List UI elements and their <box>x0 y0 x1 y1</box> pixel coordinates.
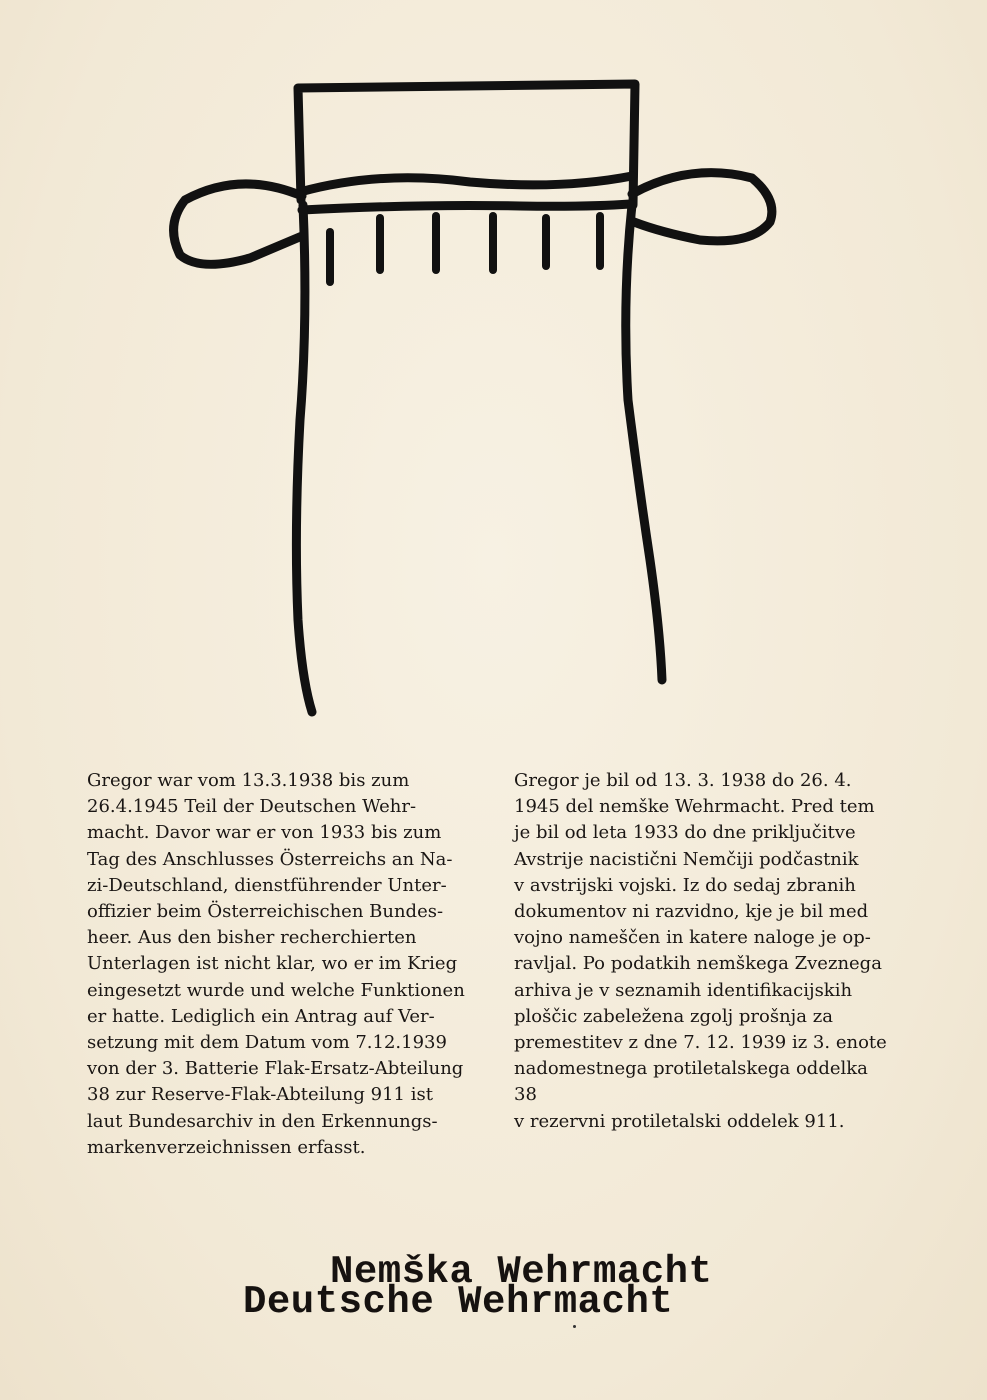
sketch-left-handle <box>174 184 302 264</box>
text-german: Gregor war vom 13.3.1938 bis zum 26.4.1945 Teil der Deutschen Wehr- macht. Davor war er von 1933 bis zum Tag des Anschlusses Österreichs an Na- zi-Deutschland, dienstführender Unter- offizier beim Österreichischen Bundes- heer. Aus den bisher recherchierten Unterlagen ist nicht klar, wo er im Krieg eingesetzt wurde und welche Funktionen er hatte. Lediglich ein Antrag auf Ver- setzung mit dem Datum vom 7.12.1939 von der 3. Batterie Flak-Ersatz-Abteilung 38 zur Reserve-Flak-Abteilung 911 ist laut Bundesarchiv in den Erkennungs- markenverzeichnissen erfasst. <box>87 770 465 1158</box>
sketch-band-lower <box>302 204 630 210</box>
sketch-teeth <box>330 216 600 282</box>
sketch-band-upper <box>300 176 632 192</box>
sketch-left-side <box>296 205 312 712</box>
title-german: Deutsche Wehrmacht <box>243 1280 674 1324</box>
sketch-right-side <box>626 205 662 680</box>
ink-sketch-drawing <box>150 60 810 720</box>
sketch-right-handle <box>632 173 772 241</box>
title-slovenian: Nemška Wehrmacht <box>330 1250 713 1294</box>
text-slovenian: Gregor je bil od 13. 3. 1938 do 26. 4. 1945 del nemške Wehrmacht. Pred tem je bil od leta 1933 do dne priključitve Avstrije nacistični Nemčiji podčastnik v avstrijski vojski. Iz do sedaj zbranih dokumentov ni razvidno, kje je bil med vojno nameščen in katere naloge je op- ravljal. Po podatkih nemškega Zveznega arhiva je v seznamih identifikacijskih ploščic zabeležena zgolj prošnja za premestitev z dne 7. 12. 1939 iz 3. enote nadomestnega protiletalskega oddelka 38 v rezervni protiletalski oddelek 911. <box>514 770 887 1132</box>
ink-speck <box>573 1325 576 1328</box>
